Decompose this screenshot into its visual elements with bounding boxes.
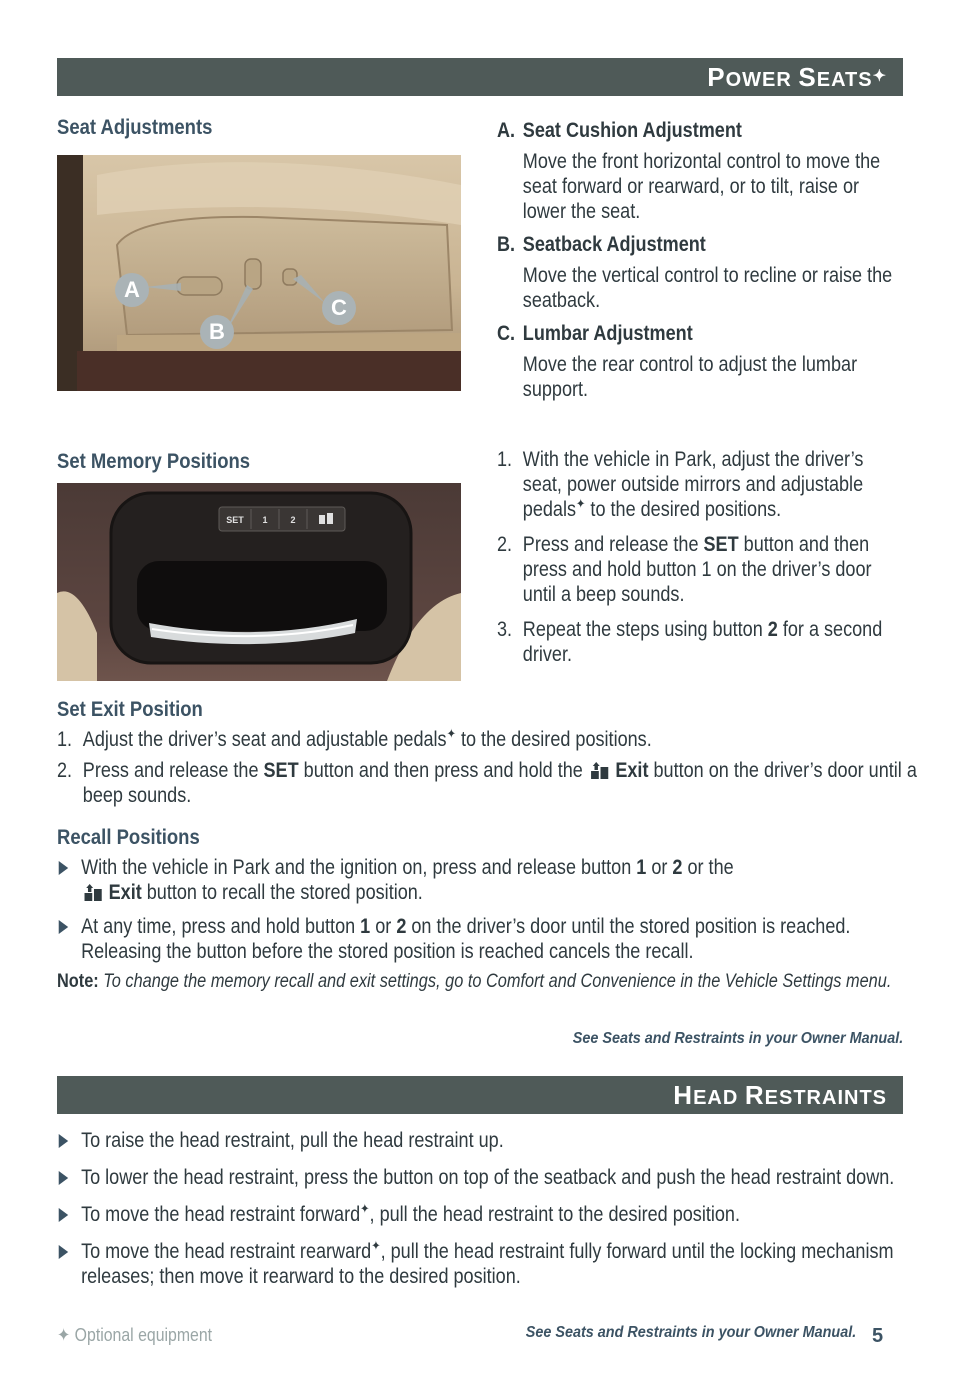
page-number: 5 [872, 1325, 884, 1347]
set-label: SET [703, 533, 739, 556]
item-body: Move the front horizontal control to move the seat forward or rearward, or to tilt, raise or lower the seat. [522, 150, 881, 223]
item-text: button to recall the stored position. [141, 881, 423, 904]
title-letter: R [744, 1080, 765, 1110]
button-number: 2 [396, 915, 407, 938]
head-restraints-title-band [57, 1076, 903, 1114]
title-text: EAD [693, 1087, 745, 1109]
exit-position-heading: Set Exit Position [57, 698, 203, 721]
step-text: button on the driver’s door until a beep sounds. [82, 759, 917, 807]
exit-label: Exit [615, 759, 649, 782]
recall-positions-heading: Recall Positions [57, 826, 200, 849]
head-restraint-item-3 [57, 1202, 917, 1227]
optional-star: ✦ [872, 68, 887, 85]
optional-star: ✦ [57, 1325, 71, 1345]
title-text: OWER [725, 69, 799, 91]
arrow-bullet-icon [59, 1134, 68, 1148]
memory-positions-heading: Set Memory Positions [57, 450, 251, 473]
step-text: Press and release the [82, 759, 264, 782]
title-letter: S [798, 62, 817, 92]
see-owner-manual-2: See Seats and Restraints in your Owner Manual. [525, 1324, 856, 1341]
button-number: 1 [636, 856, 647, 879]
memory-steps-list [497, 447, 901, 677]
arrow-bullet-icon [59, 1245, 68, 1259]
item-letter: B. [497, 233, 516, 256]
item-text: With the vehicle in Park and the ignition on, press and release button [81, 856, 637, 879]
step-text: Adjust the driver’s seat and adjustable pedals [82, 728, 447, 751]
optional-star: ✦ [446, 726, 456, 741]
title-letter: H [673, 1080, 694, 1110]
item-letter: A. [497, 119, 516, 142]
memory-step-3 [497, 617, 901, 667]
step-number: 2. [497, 533, 513, 556]
exit-label: Exit [108, 881, 142, 904]
exit-icon [83, 882, 105, 902]
set-button-label: SET [226, 515, 244, 525]
exit-icon [590, 760, 612, 780]
see-owner-manual-1: See Seats and Restraints in your Owner Manual. [572, 1030, 903, 1047]
step-text: Repeat the steps using button [522, 618, 768, 641]
button-1-label: 1 [262, 515, 268, 525]
optional-star: ✦ [576, 496, 586, 511]
step-number: 3. [497, 618, 513, 641]
callout-b: B [200, 315, 234, 349]
item-text: To move the head restraint forward [81, 1203, 361, 1226]
item-text: To raise the head restraint, pull the head restraint up. [81, 1129, 504, 1152]
optional-star: ✦ [360, 1201, 370, 1216]
step-number: 1. [57, 728, 73, 751]
exit-steps-list [57, 727, 917, 818]
recall-item-1 [57, 855, 917, 905]
title-text: ESTRAINTS [764, 1087, 887, 1109]
arrow-bullet-icon [59, 920, 68, 934]
note [57, 970, 896, 994]
optional-star: ✦ [371, 1238, 381, 1253]
step-text: to the desired positions. [585, 498, 782, 521]
door-memory-buttons-photo [57, 483, 461, 681]
adjustment-item-a [497, 118, 893, 224]
callout-c: C [322, 291, 356, 325]
note-text: To change the memory recall and exit settings, go to Comfort and Convenience in the Vehicle Settings menu. [98, 971, 892, 992]
item-letter: C. [497, 322, 516, 345]
note-label: Note: [57, 971, 99, 992]
step-text: to the desired positions. [455, 728, 652, 751]
set-label: SET [263, 759, 299, 782]
button-number: 1 [360, 915, 371, 938]
arrow-bullet-icon [59, 861, 68, 875]
head-restraint-item-4 [57, 1239, 917, 1289]
item-text: To move the head restraint rearward [81, 1240, 372, 1263]
memory-step-2 [497, 532, 901, 607]
title-letter: P [707, 62, 726, 92]
power-seats-title-band [57, 58, 903, 96]
item-body: Move the vertical control to recline or raise the seatback. [522, 264, 893, 312]
head-restraint-item-2 [57, 1165, 917, 1190]
button-2-label: 2 [290, 515, 296, 525]
arrow-bullet-icon [59, 1171, 68, 1185]
memory-step-1 [497, 447, 901, 522]
item-text: or [646, 856, 673, 879]
item-text: To lower the head restraint, press the button on top of the seatback and push the head restraint down. [81, 1166, 895, 1189]
item-title: Seat Cushion Adjustment [522, 119, 742, 142]
item-text: on the driver’s door until the stored position is reached. Releasing the button before the stored position is reached cancels the recall. [81, 915, 851, 963]
item-text: or the [682, 856, 734, 879]
arrow-bullet-icon [59, 1208, 68, 1222]
step-text: Press and release the [522, 533, 704, 556]
title-text: EATS [816, 69, 873, 91]
exit-step-2 [57, 758, 917, 808]
step-text: button and then press and hold the [298, 759, 588, 782]
optional-equipment-legend [57, 1325, 212, 1346]
item-text: or [370, 915, 397, 938]
seat-controls-photo [57, 155, 461, 391]
head-restraint-item-1 [57, 1128, 917, 1153]
callout-a: A [115, 273, 149, 307]
recall-item-2 [57, 914, 917, 964]
exit-step-1 [57, 727, 917, 752]
step-number: 2. [57, 759, 73, 782]
button-number: 2 [672, 856, 683, 879]
head-restraints-list [57, 1128, 917, 1298]
item-title: Lumbar Adjustment [522, 322, 693, 345]
button-number: 2 [767, 618, 778, 641]
item-body: Move the rear control to adjust the lumbar support. [522, 353, 858, 401]
adjustment-item-c [497, 321, 893, 402]
adjustment-item-b [497, 232, 893, 313]
item-text: , pull the head restraint to the desired position. [369, 1203, 741, 1226]
recall-list [57, 855, 917, 973]
step-text: With the vehicle in Park, adjust the driver’s seat, power outside mirrors and adjustable pedals [522, 448, 864, 521]
step-text: for a second driver. [522, 618, 883, 666]
item-text: , pull the head restraint fully forward until the locking mechanism releases; then move it rearward to the desired position. [81, 1240, 894, 1288]
seat-adjustment-list [497, 118, 893, 410]
step-number: 1. [497, 448, 513, 471]
legend-text: Optional equipment [70, 1325, 213, 1345]
item-text: At any time, press and hold button [81, 915, 361, 938]
seat-adjustments-heading: Seat Adjustments [57, 116, 213, 139]
item-title: Seatback Adjustment [522, 233, 706, 256]
step-text: button and then press and hold button 1 on the driver’s door until a beep sounds. [522, 533, 872, 606]
